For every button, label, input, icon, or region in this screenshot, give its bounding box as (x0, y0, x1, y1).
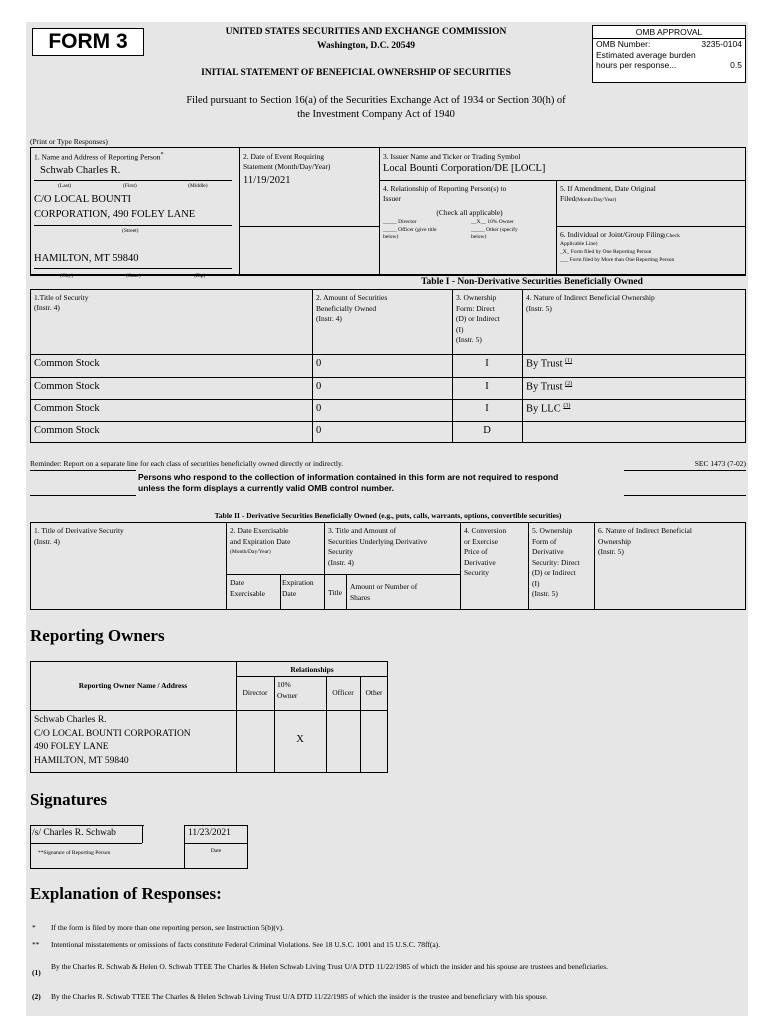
state-label: (State) (126, 273, 141, 279)
persons-notice-1: Persons who respond to the collection of information contained in this form are not required to respond (138, 472, 559, 482)
box4-label-1: 4. Relationship of Reporting Person(s) to (383, 184, 507, 193)
form-page (26, 22, 748, 1016)
t1-col3-header: 3. Ownership (456, 293, 497, 302)
one-person-option[interactable]: _X_ Form filed by One Reporting Person (560, 249, 652, 255)
t2-col3-header: 3. Title and Amount of (328, 526, 397, 535)
footnote-ref-1[interactable]: (1) (565, 358, 573, 364)
reporting-person-name: Schwab Charles R. (40, 165, 121, 176)
t1-col3-instr: (Instr. 5) (456, 335, 482, 344)
t1-col2-instr: (Instr. 4) (316, 314, 342, 323)
owner-address-3: HAMILTON, MT 59840 (34, 755, 129, 766)
t2-sub-expiration-2: Date (282, 588, 297, 598)
signatures-heading: Signatures (30, 790, 108, 809)
footnote-ref-2[interactable]: (2) (565, 381, 573, 387)
owner-name-header: Reporting Owner Name / Address (78, 681, 188, 690)
owner-ten-percent-value: X (296, 734, 304, 745)
t1-col1-instr: (Instr. 4) (34, 303, 60, 312)
t1-col3-header-4: (I) (456, 324, 464, 334)
street-label: (Street) (122, 228, 139, 234)
amount-owned: 0 (316, 425, 322, 436)
persons-notice-right (624, 470, 746, 496)
box5-label-1: 5. If Amendment, Date Original (560, 184, 656, 193)
burden-value: 0.5 (730, 60, 742, 70)
omb-approval-box (592, 25, 746, 83)
t2-sub-date: Date (230, 578, 245, 587)
t2-col6-header-2: Ownership (598, 536, 631, 546)
signature-value: /s/ Charles R. Schwab (32, 828, 116, 838)
table2-title: Table II - Derivative Securities Beneficially Owned (e.g., puts, calls, warrants, options, convertible securities) (214, 511, 562, 520)
last-label: (Last) (58, 183, 72, 189)
ownership-nature: By Trust (526, 381, 563, 393)
box3-label: 3. Issuer Name and Ticker or Trading Symbol (383, 152, 521, 161)
officer-option[interactable]: _____ Officer (give title (383, 227, 437, 233)
t1-col2-header-2: Beneficially Owned (316, 303, 377, 313)
persons-notice-left (30, 470, 136, 496)
reminder-text: Reminder: Report on a separate line for each class of securities beneficially owned directly or indirectly. (30, 459, 344, 468)
note-mark: (2) (32, 992, 41, 1001)
t2-sub-date-2: Exercisable (230, 588, 265, 598)
t2-sub-expiration: Expiration (282, 578, 314, 587)
t2-col4-header-4: Derivative (464, 557, 496, 567)
ownership-form: I (485, 403, 489, 414)
box6-label-2: Applicable Line) (560, 241, 598, 247)
officer-option-below: below) (383, 234, 399, 240)
note-mark: (1) (32, 968, 41, 977)
box1-label: 1. Name and Address of Reporting Person (34, 152, 161, 162)
form-title: FORM 3 (32, 28, 144, 56)
omb-number-label: OMB Number: (596, 39, 651, 49)
zip-label: (Zip) (194, 273, 206, 279)
note-text: By the Charles R. Schwab & Helen O. Schwab TTEE The Charles & Helen Schwab Living Trust U/A DTD 11/22/1985 of which the insider and his spouse are trustees and beneficiaries. (51, 962, 609, 971)
officer-header: Officer (332, 688, 354, 697)
t2-sub-amount-2: Shares (350, 592, 370, 602)
ten-percent-header-2: Owner (277, 690, 298, 700)
t2-col5-header-5: (D) or Indirect (532, 568, 576, 577)
event-date: 11/19/2021 (243, 175, 291, 186)
reporting-owners-heading: Reporting Owners (30, 626, 165, 645)
t1-col4-header: 4. Nature of Indirect Beneficial Ownership (526, 293, 655, 302)
box2-label-2: Statement (Month/Day/Year) (243, 162, 331, 171)
relationships-header: Relationships (290, 665, 334, 674)
t2-col4-header-3: Price of (464, 547, 488, 556)
t1-col4-instr: (Instr. 5) (526, 303, 552, 313)
t2-col4-header: 4. Conversion (464, 526, 507, 535)
burden-label: Estimated average burden (596, 49, 696, 60)
t1-col2-header: 2. Amount of Securities (316, 293, 388, 302)
multiple-persons-option[interactable]: ___ Form filed by More than One Reporting Person (560, 257, 675, 263)
ownership-form: D (483, 425, 491, 436)
t2-col2-format: (Month/Day/Year) (230, 549, 271, 555)
t2-col5-header-2: Form of (532, 536, 557, 546)
ownership-form: I (485, 381, 489, 392)
box4-label-2: Issuer (383, 194, 401, 203)
t1-col3-header-3: (D) or Indirect (456, 314, 500, 323)
t2-col5-header-4: Security: Direct (532, 557, 580, 567)
note-text: If the form is filed by more than one reporting person, see Instruction 5(b)(v). (51, 923, 285, 932)
t2-col5-header-6: (I) (532, 578, 540, 588)
t2-col3-instr: (Instr. 4) (328, 557, 354, 567)
t2-col2-header: 2. Date Exercisable (230, 526, 289, 535)
box6-label-check: (Check (663, 233, 680, 239)
sec-form-number: SEC 1473 (7-02) (694, 459, 746, 468)
t1-col3-header-2: Form: Direct (456, 303, 495, 313)
t2-col6-instr: (Instr. 5) (598, 547, 624, 556)
box2-label-1: 2. Date of Event Requiring (243, 152, 325, 161)
note-mark: * (32, 923, 36, 932)
address-line-2: CORPORATION, 490 FOLEY LANE (34, 209, 196, 220)
middle-label: (Middle) (188, 183, 208, 189)
filed-pursuant-1: Filed pursuant to Section 16(a) of the Securities Exchange Act of 1934 or Section 30(h) of (186, 95, 566, 106)
t2-col6-header: 6. Nature of Indirect Beneficial (598, 526, 692, 535)
print-note: (Print or Type Responses) (30, 137, 108, 146)
first-label: (First) (123, 183, 137, 189)
security-title: Common Stock (34, 358, 100, 369)
director-header: Director (242, 688, 268, 697)
address-line-1: C/O LOCAL BOUNTI (34, 194, 132, 205)
t2-sub-title: Title (328, 588, 342, 597)
city-line: HAMILTON, MT 59840 (34, 253, 139, 264)
owner-address-2: 490 FOLEY LANE (34, 742, 109, 752)
box1-label-mark: * (160, 152, 164, 158)
amount-owned: 0 (316, 358, 322, 369)
signature-date: 11/23/2021 (188, 828, 231, 838)
note-mark: ** (32, 940, 40, 949)
persons-notice-2: unless the form displays a currently valid OMB control number. (138, 483, 395, 493)
owner-address-1: C/O LOCAL BOUNTI CORPORATION (34, 728, 191, 739)
statement-title: INITIAL STATEMENT OF BENEFICIAL OWNERSHIP OF SECURITIES (201, 68, 511, 78)
box5-label-2: Filed (560, 194, 576, 203)
box5-label-3: (Month/Day/Year) (575, 197, 617, 203)
burden-hours-label: hours per response... (596, 60, 677, 70)
footnote-ref-3[interactable]: (3) (563, 403, 571, 409)
explanation-heading: Explanation of Responses: (30, 884, 222, 903)
security-title: Common Stock (34, 425, 100, 436)
t2-col4-header-2: or Exercise (464, 536, 498, 546)
t2-col1-instr: (Instr. 4) (34, 536, 60, 546)
check-all-applicable: (Check all applicable) (436, 208, 503, 217)
t2-col3-header-2: Securities Underlying Derivative (328, 536, 428, 546)
other-option-below: below) (471, 234, 487, 240)
t2-sub-amount: Amount or Number of (350, 582, 418, 591)
ten-percent-owner-option[interactable]: __X__ 10% Owner (471, 219, 514, 225)
t2-col3-header-3: Security (328, 547, 353, 556)
omb-number: 3235-0104 (701, 39, 742, 49)
amount-owned: 0 (316, 381, 322, 392)
issuer-name: Local Bounti Corporation/DE [LOCL] (383, 163, 546, 174)
agency-location: Washington, D.C. 20549 (317, 41, 415, 51)
note-text: Intentional misstatements or omissions of facts constitute Federal Criminal Violations. See 18 U.S.C. 1001 and 15 U.S.C. 78ff(a). (51, 940, 441, 949)
ten-percent-header: 10% (277, 680, 291, 689)
t2-col1-header: 1. Title of Derivative Security (34, 526, 124, 535)
t2-col5-header: 5. Ownership (532, 526, 573, 535)
t1-col1-header: 1.Title of Security (34, 293, 89, 302)
table1-title: Table I - Non-Derivative Securities Beneficially Owned (421, 277, 643, 287)
ownership-nature: By Trust (526, 358, 563, 370)
amount-owned: 0 (316, 403, 322, 414)
signature-label: **Signature of Reporting Person (38, 850, 111, 856)
owner-name: Schwab Charles R. (34, 715, 107, 725)
t2-col5-header-3: Derivative (532, 547, 564, 556)
security-title: Common Stock (34, 381, 100, 392)
omb-title: OMB APPROVAL (593, 26, 745, 39)
t2-col5-instr: (Instr. 5) (532, 589, 558, 598)
director-option[interactable]: _____ Director (383, 219, 417, 225)
city-label: (City) (60, 273, 74, 279)
note-text: By the Charles R. Schwab TTEE The Charles & Helen Schwab Living Trust U/A DTD 11/22/1985 of which the insider is the trustee and beneficiary with his spouse. (51, 992, 548, 1001)
t2-col4-header-5: Security (464, 568, 489, 577)
t2-col2-header-2: and Expiration Date (230, 536, 291, 546)
box6-label-1: 6. Individual or Joint/Group Filing (560, 230, 664, 239)
ownership-form: I (485, 358, 489, 369)
other-header: Other (365, 688, 383, 697)
agency-name: UNITED STATES SECURITIES AND EXCHANGE COMMISSION (225, 27, 507, 37)
ownership-nature: By LLC (526, 403, 561, 415)
security-title: Common Stock (34, 403, 100, 414)
table-row (34, 714, 191, 768)
filed-pursuant-2: the Investment Company Act of 1940 (297, 109, 455, 120)
other-option[interactable]: _____ Other (specify (471, 227, 518, 233)
date-label: Date (210, 848, 222, 854)
